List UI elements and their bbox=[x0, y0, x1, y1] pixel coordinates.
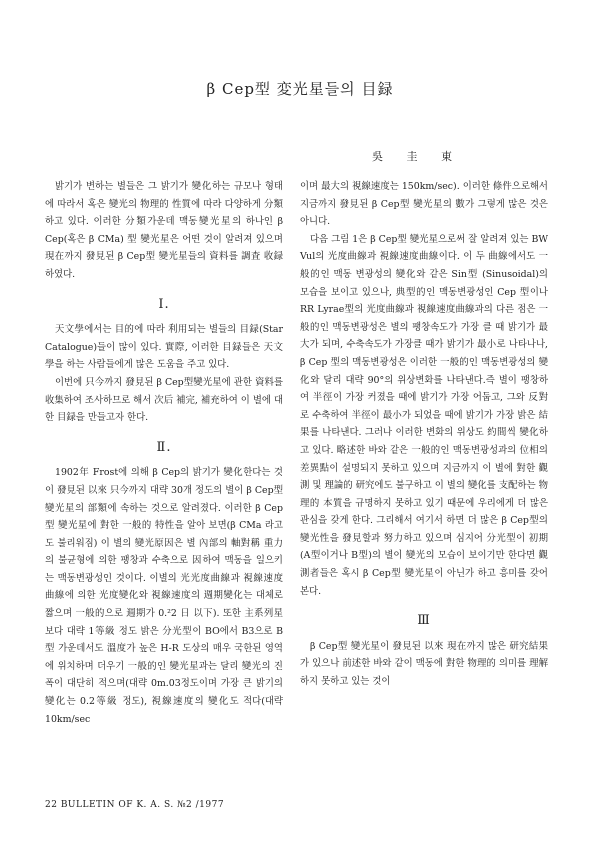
body-paragraph: 다음 그림 1은 β Cep型 變光星으로써 잘 알려져 있는 BW Vul의 光度曲線과 視線速度曲線이다. 이 두 曲線에서도 一般的인 맥동 변광성의 變化와 같은 Sin型 (Sinusoidal)의 모습을 보이고 있으나, 典型的인 맥동변광성인 Cep 型이나 RR Lyrae型의 光度曲線과 視線速度曲線과의 다른 점은 一般的인 맥동변광성은 별의 팽창속도가 가장 클 때 밝기가 最大가 되며, 수축속도가 가장클 때가 밝기가 最小로 나타나나, β Cep 型의 맥동변광성은 이러한 一般的인 맥동변광성의 變化와 달리 대략 90°의 위상변화를 나타낸다.즉 별이 팽창하여 半徑이 가장 커졌을 때에 밝기가 가장 어둡고, 그와 反對로 수축하여 半徑이 最小가 되었을 때에 밝기가 가장 밝은 結果를 나타낸다. 그러나 이러한 변화의 위상도 約間씩 變化하고 있다. 略述한 바와 같은 一般的인 맥동변광성과의 位相의 差異點이 설명되지 못하고 있으며 지금까지 이 별에 對한 觀測 및 理論的 研究에도 불구하고 이 별의 變化를 支配하는 物理的 本質을 규명하지 못하고 있기 때문에 우리에게 더 많은 관심을 갖게 한다. 그리해서 여기서 하면 더 많은 β Cep型의 變光性을 發見할과 努力하고 있으며 심지어 分光型이 初期(A型이거나 B型)의 별이 變光의 모습이 보이기만 한다면 觀測者들은 혹시 β Cep型 變光星이 아닌가 하고 흥미를 갖어 본다. bbox=[300, 233, 548, 597]
page-footer: 22 BULLETIN OF K. A. S. №2 /1977 bbox=[45, 800, 225, 810]
body-paragraph: 이번에 只今까지 發見된 β Cep型變光星에 관한 資料를 收集하여 조사하므로 해서 次后 補完, 補充하여 이 별에 대한 目録을 만들고자 한다. bbox=[45, 376, 283, 424]
abstract-paragraph: 밝기가 변하는 별들은 그 밝기가 變化하는 규모나 형태에 따라서 혹은 變光의 物理的 性質에 따라 다양하게 分類하고 있다. 이러한 分類가운데 맥동變光星의 하나인 β Cep(혹은 β CMa) 型 變光星은 어떤 것이 알려져 있으며 現在까지 發見된 β Cep型 變光星들의 資料를 調査 收録하였다. bbox=[45, 181, 283, 280]
body-paragraph: 1902年 Frost에 의해 β Cep의 밝기가 變化한다는 것이 發見된 以來 只今까지 대략 30개 정도의 별이 β Cep型 變光星의 部類에 속하는 것으로 알려졌다. 이러한 β Cep型 變光星에 對한 一般的 特性을 알아 보면(β CMa 라고도 불리워짐) 이 별의 變光原因은 별 內部의 軸對稱 重力의 불균형에 의한 팽창과 수축으로 因하여 맥동을 일으키는 맥동변광성인 것이다. 이별의 光光度曲線과 視線速度曲線에 의한 光度變化와 視線速度의 週期變化는 대체로 짧으며 一般的으로 週期가 0.²2 日 以下). 또한 主系列星보다 대략 1等級 정도 밝은 分光型이 BO에서 B3으로 B型 가운데서도 溫度가 높은 H-R 도상의 매우 국한된 영역에 위치하며 더우기 一般的인 變光星과는 달리 變光의 진폭이 대단히 적으며(대략 0m.03정도이며 가장 큰 밝기의 變化는 0.2等級 정도), 視線速度의 變化도 적다(대략10km/sec bbox=[45, 467, 283, 725]
body-paragraph: 天文學에서는 目的에 따라 利用되는 별들의 目録(Star Catalogue)들이 많이 있다. 實際, 이러한 目録들은 天文學을 하는 사람들에게 많은 도움을 주고 있다. bbox=[45, 324, 283, 371]
section-heading-1: Ⅰ. bbox=[158, 296, 170, 312]
left-column bbox=[45, 178, 283, 728]
body-paragraph: β Cep型 變光星이 發見된 以來 現在까지 많은 研究結果가 있으나 前述한 바와 같이 맥동에 對한 物理的 의미를 理解하지 못하고 있는 것이 bbox=[300, 640, 548, 688]
author-name: 吳 圭 東 bbox=[372, 150, 462, 163]
section-heading-2: Ⅱ. bbox=[156, 439, 172, 455]
section-heading-3: Ⅲ bbox=[417, 613, 431, 629]
body-paragraph: 이며 最大의 視線速度는 150km/sec). 이러한 條件으로해서 지금까지 發見된 β Cep型 變光星의 數가 그렇게 많은 것은 아니다. bbox=[300, 181, 548, 228]
article-title: β Cep型 変光星들의 目録 bbox=[206, 80, 394, 98]
right-column bbox=[300, 178, 548, 691]
